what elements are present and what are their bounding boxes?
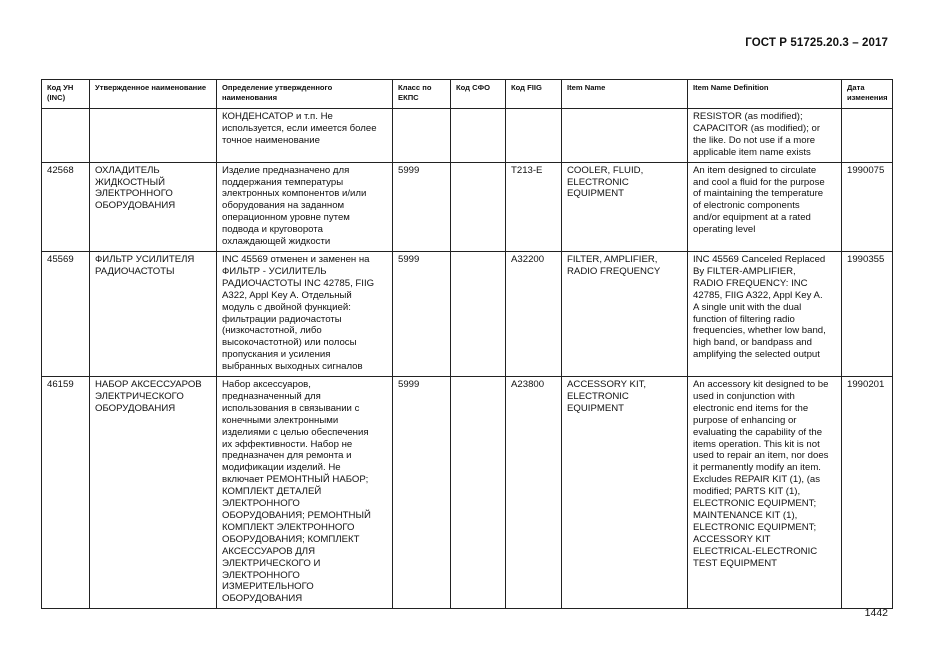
col-header-item-name-definition: Item Name Definition xyxy=(688,80,842,109)
item-name-table xyxy=(41,79,893,609)
cell-ekps-class: 5999 xyxy=(393,251,451,376)
cell-fiig-code: A32200 xyxy=(506,251,562,376)
cell-definition-ru: Изделие предназначено для поддержания температуры электронных компонентов и/или оборудования на заданном операционном уровне путем подвода и круговорота охлаждающей жидкости xyxy=(217,162,393,251)
cell-sfo-code xyxy=(451,251,506,376)
page-number: 1442 xyxy=(864,607,888,619)
cell-approved-name: ФИЛЬТР УСИЛИТЕЛЯ РАДИОЧАСТОТЫ xyxy=(90,251,217,376)
document-header: ГОСТ Р 51725.20.3 – 2017 xyxy=(745,37,888,49)
cell-item-name-definition: An item designed to circulate and cool a fluid for the purpose of maintaining the temperature of electronic components and/or equipment at a rated operating level xyxy=(688,162,842,251)
cell-change-date: 1990355 xyxy=(842,251,893,376)
table-row xyxy=(42,109,893,163)
col-header-change-date: Дата изменения xyxy=(842,80,893,109)
col-header-definition-ru: Определение утвержденного наименования xyxy=(217,80,393,109)
table-row xyxy=(42,377,893,609)
cell-sfo-code xyxy=(451,109,506,163)
table-row xyxy=(42,251,893,376)
cell-inc: 46159 xyxy=(42,377,90,609)
cell-approved-name: НАБОР АКСЕССУАРОВ ЭЛЕКТРИЧЕСКОГО ОБОРУДОВАНИЯ xyxy=(90,377,217,609)
cell-definition-ru: КОНДЕНСАТОР и т.п. Не используется, если имеется более точное наименование xyxy=(217,109,393,163)
cell-approved-name xyxy=(90,109,217,163)
cell-fiig-code xyxy=(506,109,562,163)
cell-ekps-class: 5999 xyxy=(393,377,451,609)
cell-item-name xyxy=(562,109,688,163)
cell-definition-ru: INC 45569 отменен и заменен на ФИЛЬТР - УСИЛИТЕЛЬ РАДИОЧАСТОТЫ INC 42785, FIIG A322, Appl Key A. Отдельный модуль с двойной функцией: фильтрации радиочастоты (низкочастотной, либо высокочастотной) или полосы пропускания и усиления выбранных выходных сигналов xyxy=(217,251,393,376)
col-header-item-name: Item Name xyxy=(562,80,688,109)
cell-item-name-definition: An accessory kit designed to be used in conjunction with electronic end items for the purpose of enhancing or evaluating the capability of the items operation. This kit is not used to repair an item, nor does it permanently modify an item. Excludes REPAIR KIT (1), (as modified; PARTS KIT (1), ELECTRONIC EQUIPMENT; MAINTENANCE KIT (1), ELECTRONIC EQUIPMENT; ACCESSORY KIT ELECTRICAL-ELECTRONIC TEST EQUIPMENT xyxy=(688,377,842,609)
cell-definition-ru: Набор аксессуаров, предназначенный для использования в связывании с конечными электронными изделиями с целью обеспечения их эффективности. Набор не предназначен для ремонта и модификации изделий. Не включает РЕМОНТНЫЙ НАБОР; КОМПЛЕКТ ДЕТАЛЕЙ ЭЛЕКТРОННОГО ОБОРУДОВАНИЯ; РЕМОНТНЫЙ КОМПЛЕКТ ЭЛЕКТРОННОГО ОБОРУДОВАНИЯ; КОМПЛЕКТ АКСЕССУАРОВ ДЛЯ ЭЛЕКТРИЧЕСКОГО И ЭЛЕКТРОННОГО ИЗМЕРИТЕЛЬНОГО ОБОРУДОВАНИЯ xyxy=(217,377,393,609)
col-header-ekps-class: Класс по ЕКПС xyxy=(393,80,451,109)
cell-inc: 42568 xyxy=(42,162,90,251)
cell-item-name-definition: RESISTOR (as modified); CAPACITOR (as modified); or the like. Do not use if a more applicable item name exists xyxy=(688,109,842,163)
cell-change-date xyxy=(842,109,893,163)
cell-approved-name: ОХЛАДИТЕЛЬ ЖИДКОСТНЫЙ ЭЛЕКТРОННОГО ОБОРУДОВАНИЯ xyxy=(90,162,217,251)
col-header-approved-name: Утвержденное наименование xyxy=(90,80,217,109)
table-header-row xyxy=(42,80,893,109)
cell-ekps-class xyxy=(393,109,451,163)
col-header-sfo-code: Код СФО xyxy=(451,80,506,109)
cell-item-name-definition: INC 45569 Canceled Replaced By FILTER-AMPLIFIER, RADIO FREQUENCY: INC 42785, FIIG A322, Appl Key A. A single unit with the dual function of filtering radio frequencies, whether low band, high band, or bandpass and amplifying the selected output xyxy=(688,251,842,376)
col-header-inc: Код УН (INC) xyxy=(42,80,90,109)
cell-ekps-class: 5999 xyxy=(393,162,451,251)
cell-sfo-code xyxy=(451,377,506,609)
cell-inc xyxy=(42,109,90,163)
cell-sfo-code xyxy=(451,162,506,251)
cell-item-name: ACCESSORY KIT, ELECTRONIC EQUIPMENT xyxy=(562,377,688,609)
cell-item-name: FILTER, AMPLIFIER, RADIO FREQUENCY xyxy=(562,251,688,376)
cell-fiig-code: T213-E xyxy=(506,162,562,251)
cell-fiig-code: A23800 xyxy=(506,377,562,609)
cell-change-date: 1990075 xyxy=(842,162,893,251)
cell-inc: 45569 xyxy=(42,251,90,376)
table-row xyxy=(42,162,893,251)
cell-change-date: 1990201 xyxy=(842,377,893,609)
cell-item-name: COOLER, FLUID, ELECTRONIC EQUIPMENT xyxy=(562,162,688,251)
col-header-fiig-code: Код FIIG xyxy=(506,80,562,109)
